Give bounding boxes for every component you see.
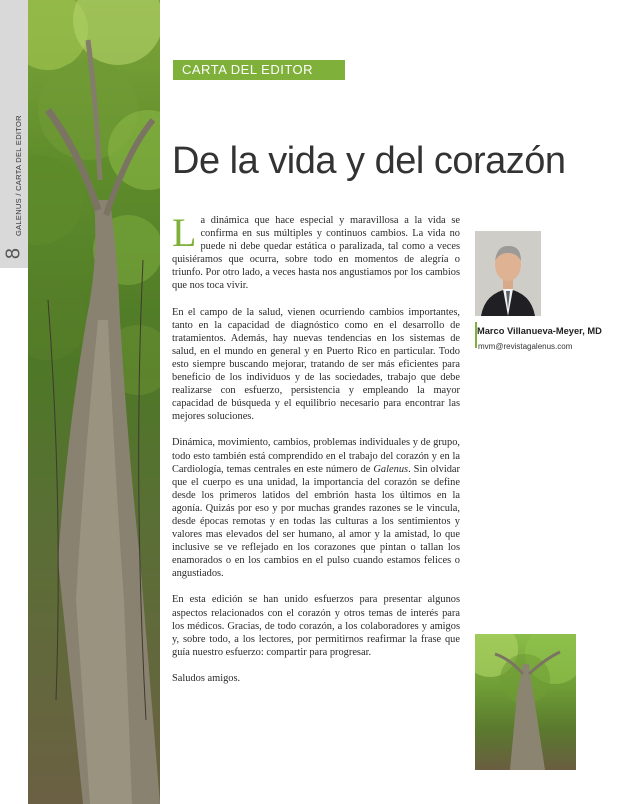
tree-thumbnail [475,634,576,770]
article-title: De la vida y del corazón [172,140,566,182]
magazine-name: Galenus [373,463,409,475]
paragraph-3 [172,436,460,580]
paragraph-1-text: a dinámica que hace especial y maravillosa a la vida se confirma en sus múltiples y continuos cambios. La vida no puede ni debe quedar estática o paralizada, tal como a veces quisiéramos que ocurra, sobre todo en momentos de alegría o triunfo. Por otro lado, a veces hasta nos angustiamos por los cambios que nos toca vivir. [172,215,460,292]
paragraph-3-text-b: . Sin olvidar que el cuerpo es una unidad, la importancia del corazón se define desde los primeros latidos del embrión hasta los últimos en la agonía. Quizás por eso y por muchas grandes razones se le vincula, desde épocas remotas y en todas las culturas a los sentimientos y valores mas elevados del ser humano, al amor y la amistad, lo que inclusive se ve reflejado en los corazones que pintan o tallan los enamorados o en los cambios en el pulso cuando estamos felices o angustiados. [172,463,460,580]
tree-illustration [28,0,160,804]
author-portrait [475,231,541,316]
drop-cap: L [172,210,197,255]
author-name: Marco Villanueva-Meyer, MD [477,326,602,336]
closing-line: Saludos amigos. [172,672,241,684]
paragraph-1 [172,210,460,293]
thumbnail-illustration [475,634,576,770]
paragraph-2: En el campo de la salud, vienen ocurriendo cambios importantes, tanto en la capacidad de diagnóstico como en el desarrollo de tratamientos. Además, hay nuevas tendencias en los sistemas de salud, en el mundo en general y en Puerto Rico en particular. Todo esto siempre buscando mejorar, tratando de ser más eficientes para beneficio de los individuos y de las sociedades, trabajo que debe realizarse con esfuerzo, persistencia y empleando la mayor capacidad de búsqueda y el equilibrio necesario para encontrar las mejores soluciones. [172,306,460,423]
paragraph-4: En esta edición se han unido esfuerzos para presentar algunos aspectos relacionados con el corazón y otros temas de interés para los médicos. Gracias, de todo corazón, a los colaboradores y amigos y, sobre todo, a los lectores, por permitirnos reafirmar la frase que guía nuestro esfuerzo: compartir para progresar. [172,594,460,658]
author-email[interactable]: mvm@revistagalenus.com [478,342,573,351]
section-kicker: CARTA DEL EDITOR [173,60,345,80]
paragraph-3-text-a: Dinámica, movimiento, cambios, problemas individuales y de grupo, todo esto también está comprendido en el trabajo del corazón y en la Cardiología, temas centrales en este número de [172,437,460,475]
page-edge-strip [0,0,28,804]
page-number: 8 [2,247,25,260]
running-section-label: GALENUS / CARTA DEL EDITOR [14,115,23,236]
portrait-illustration [475,231,541,316]
article-body [172,210,460,698]
tree-photo [28,0,160,804]
